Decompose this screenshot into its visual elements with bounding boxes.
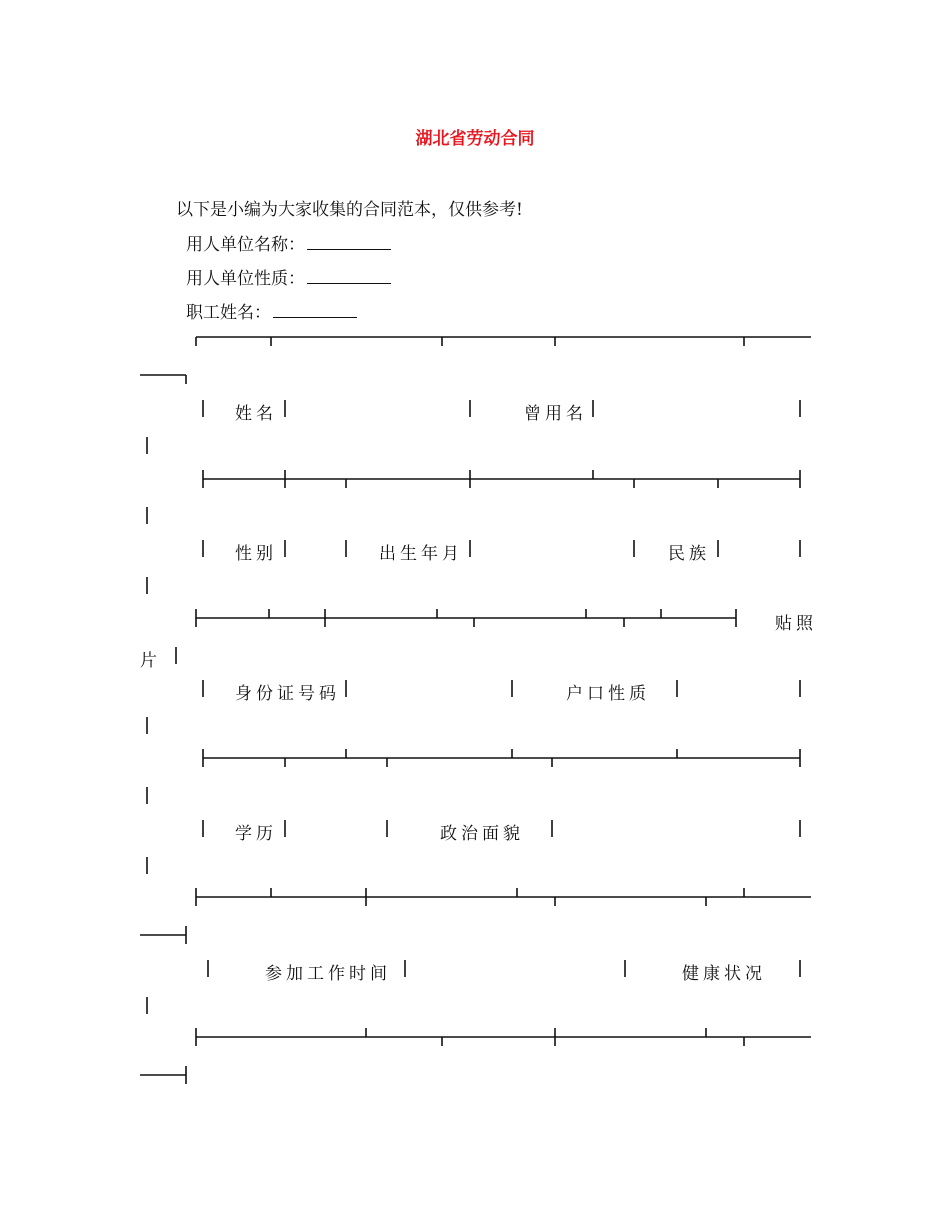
- employer-name-label: 用人单位名称：: [186, 235, 305, 255]
- cell-photo-label-2: 片: [140, 651, 161, 671]
- cell-hukou-label: 户口性质: [566, 684, 650, 704]
- cell-health-label: 健康状况: [682, 964, 766, 984]
- cell-education-label: 学历: [235, 824, 277, 844]
- cell-birth-label: 出生年月: [379, 544, 463, 564]
- cell-id-number-label: 身份证号码: [235, 684, 340, 704]
- cell-former-name-label: 曾用名: [524, 404, 587, 424]
- document-title: 湖北省劳动合同: [415, 129, 535, 149]
- worker-name-label: 职工姓名：: [186, 303, 271, 323]
- cell-work-start-label: 参加工作时间: [265, 964, 391, 984]
- cell-name-label: 姓名: [235, 404, 277, 424]
- employer-nature-label: 用人单位性质：: [186, 269, 305, 289]
- cell-gender-label: 性别: [235, 544, 277, 564]
- cell-political-label: 政治面貌: [440, 824, 524, 844]
- cell-ethnicity-label: 民族: [668, 544, 710, 564]
- cell-photo-label-1: 贴照: [775, 614, 817, 634]
- intro-text: 以下是小编为大家收集的合同范本，仅供参考!: [176, 200, 523, 220]
